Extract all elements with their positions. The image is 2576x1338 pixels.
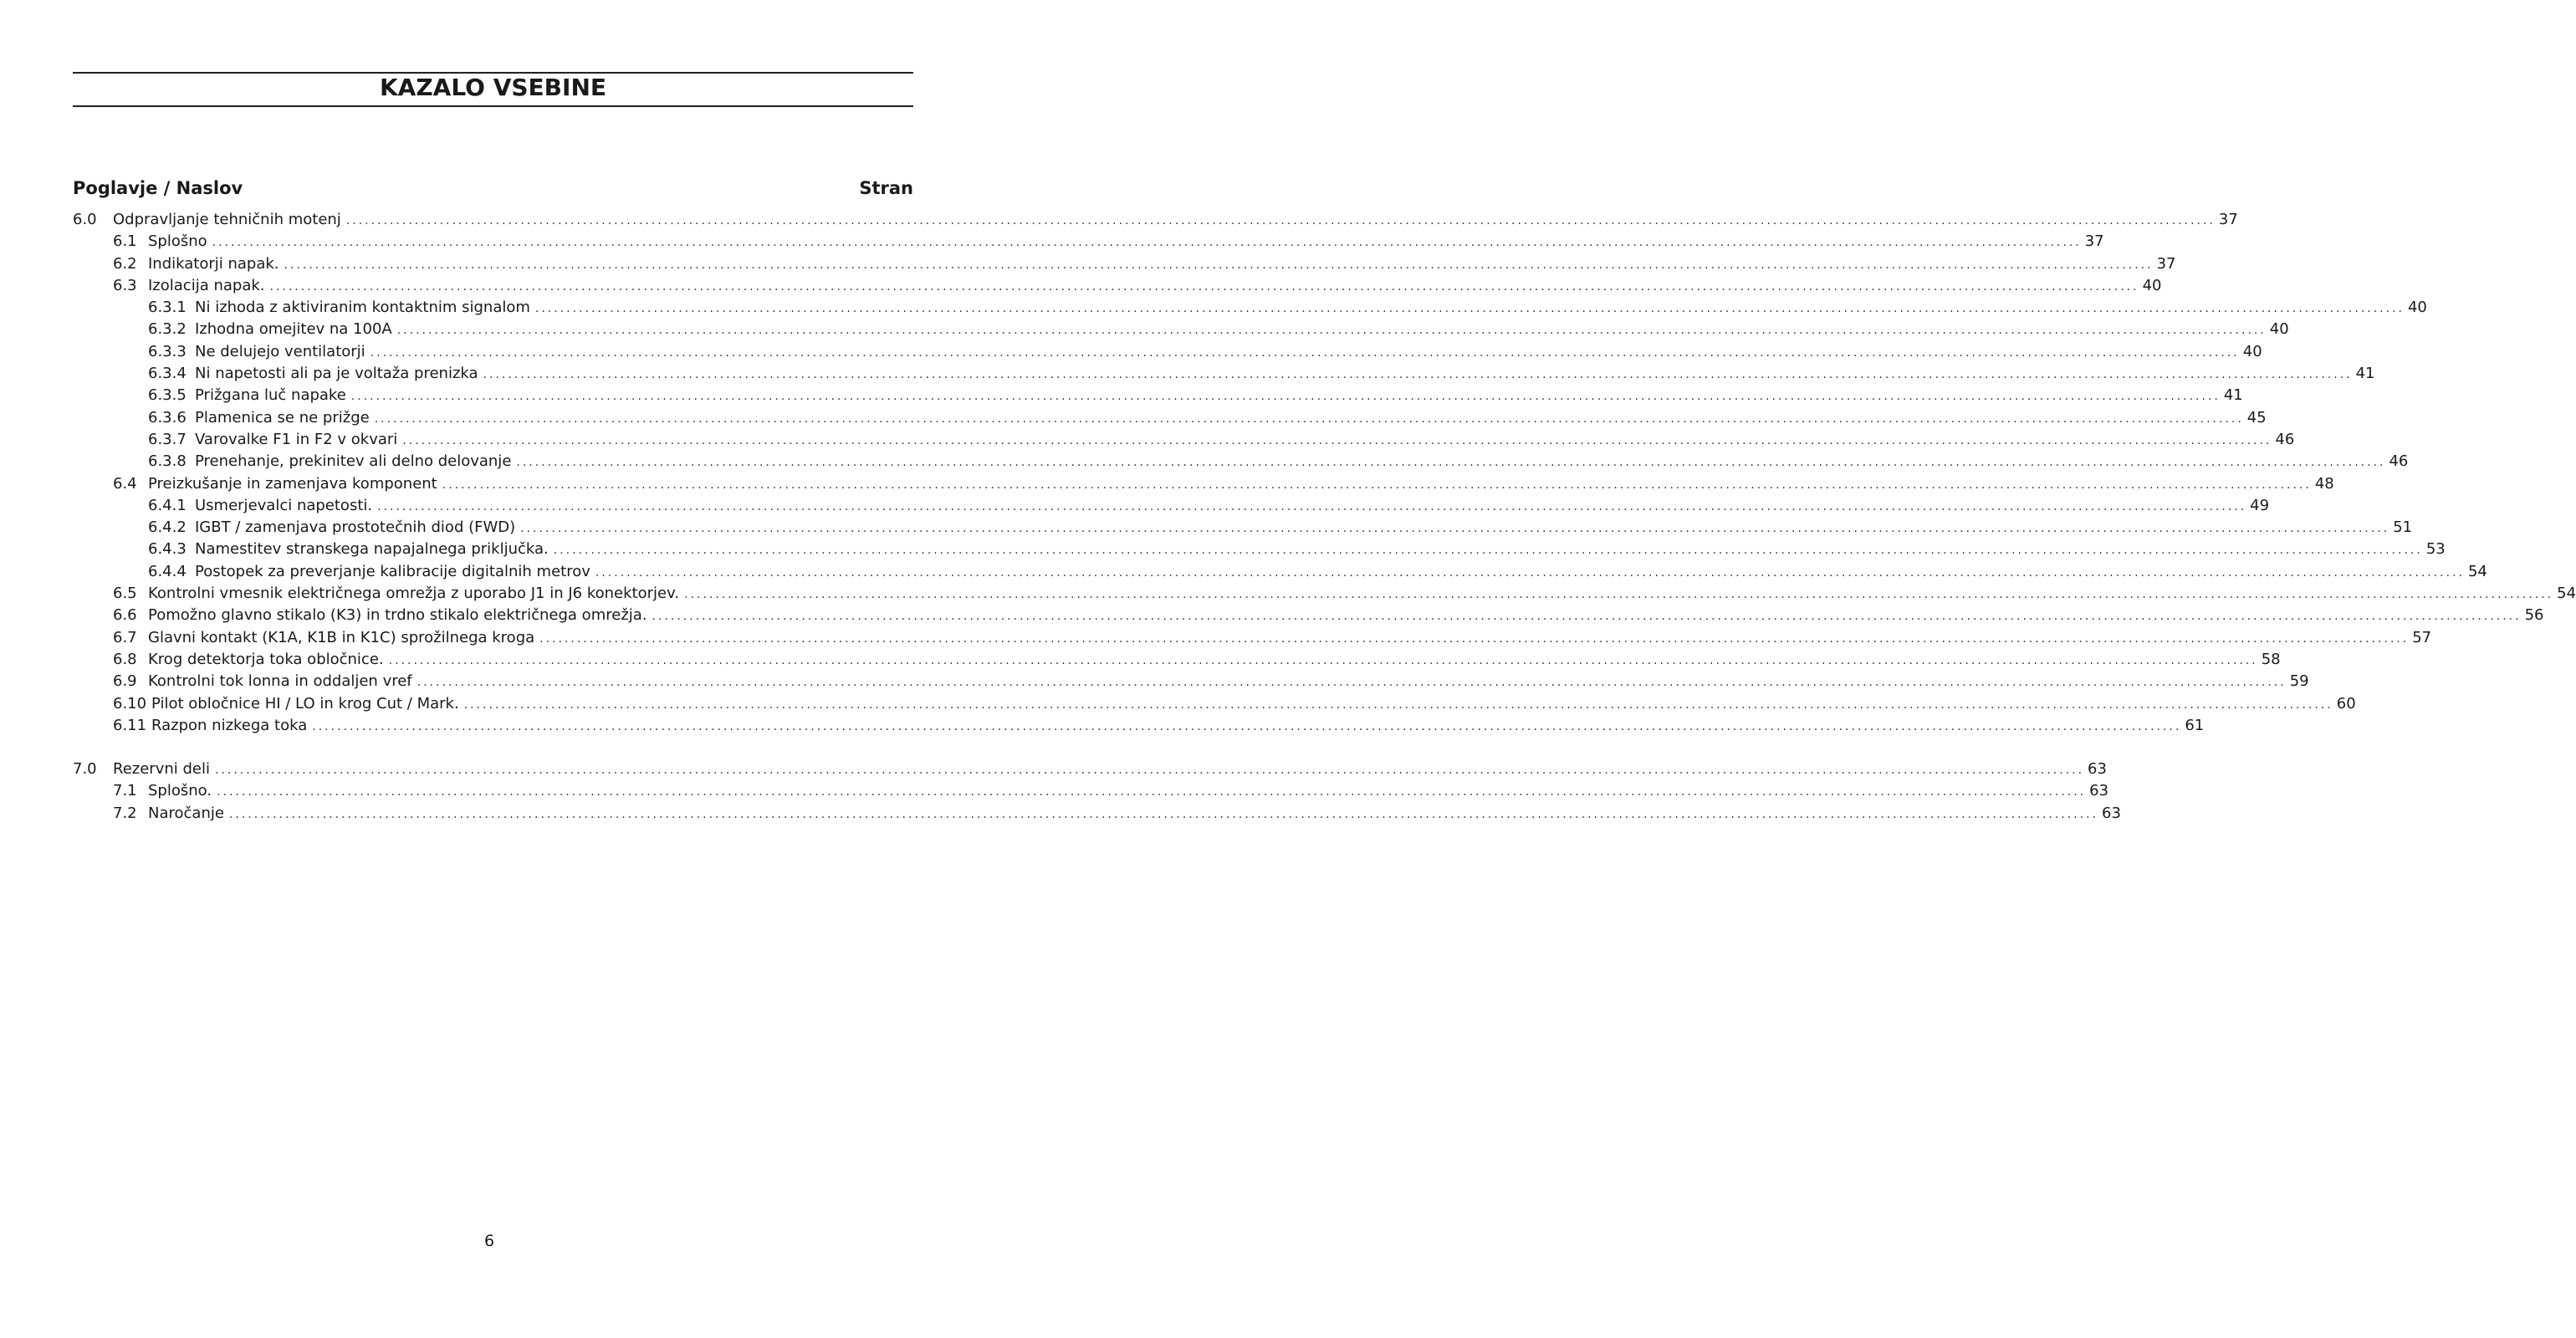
toc-entry-6-10[interactable] (73, 693, 2356, 715)
dot-leader: ............................................................................................................................................................................................................................................................................................................ (396, 324, 2267, 338)
dot-leader: ............................................................................................................................................................................................................................................................................................................ (374, 411, 2244, 426)
toc-number: 6.3.8 (148, 452, 187, 471)
toc-number: 6.2 (113, 254, 137, 273)
bottom-rule (73, 105, 913, 107)
toc-page: 57 (2412, 628, 2432, 646)
toc-number: 6.3.5 (148, 386, 187, 405)
toc-number: 6.8 (113, 650, 137, 668)
toc-label: Razpon nizkega toka (151, 716, 308, 734)
toc-label: IGBT / zamenjava prostotečnih diod (FWD) (195, 518, 516, 537)
dot-leader: ............................................................................................................................................................................................................................................................................................................ (228, 807, 2098, 821)
toc-entry-6-6[interactable] (73, 605, 2544, 626)
dot-leader: ............................................................................................................................................................................................................................................................................................................ (312, 719, 2182, 733)
toc-page: 59 (2289, 672, 2309, 691)
toc-page: 37 (2156, 254, 2176, 273)
toc-entry-6-4-2[interactable] (73, 517, 2413, 539)
toc-entry-6-3-3[interactable] (73, 341, 2262, 363)
toc-label: Splošno. (148, 782, 212, 800)
toc-page: 41 (2223, 386, 2243, 405)
toc-label: Namestitev stranskega napajalnega priključka. (195, 540, 549, 559)
page-number: 6 (483, 1232, 495, 1250)
toc-entry-6-5[interactable] (73, 583, 2576, 605)
toc-entry-6-3[interactable] (73, 275, 2162, 297)
dot-leader: ............................................................................................................................................................................................................................................................................................................ (214, 763, 2085, 778)
toc-entry-6-4-1[interactable] (73, 495, 2270, 517)
toc-label: Izolacija napak. (148, 276, 265, 294)
toc-page: 49 (2250, 496, 2270, 514)
toc-number: 6.3.2 (148, 320, 187, 339)
toc-number: 6.3.6 (148, 408, 187, 426)
toc-label: Usmerjevalci napetosti. (195, 496, 373, 514)
toc-page: 45 (2246, 408, 2267, 426)
toc-number: 6.10 (113, 694, 147, 712)
toc-entry-6-3-7[interactable] (73, 429, 2295, 451)
toc-label: Preizkušanje in zamenjava komponent (148, 474, 437, 493)
toc-entry-6-4-3[interactable] (73, 539, 2446, 560)
toc-page: 61 (2185, 716, 2205, 734)
dot-leader: ............................................................................................................................................................................................................................................................................................................ (463, 697, 2333, 712)
toc-label: Plamenica se ne prižge (195, 408, 370, 426)
toc-entry-6-3-6[interactable] (73, 407, 2267, 429)
dot-leader: ............................................................................................................................................................................................................................................................................................................ (684, 588, 2554, 602)
dot-leader: ............................................................................................................................................................................................................................................................................................................ (388, 653, 2258, 667)
toc-number: 6.3 (113, 276, 137, 294)
toc-number: 6.9 (113, 672, 137, 691)
toc-page: 63 (2089, 782, 2109, 800)
toc-entry-7-2[interactable] (73, 803, 2121, 825)
toc-label: Ne delujejo ventilatorji (195, 342, 365, 360)
dot-leader: ............................................................................................................................................................................................................................................................................................................ (483, 368, 2353, 382)
toc-entry-6-1[interactable] (73, 231, 2104, 253)
toc-number: 7.0 (73, 760, 97, 779)
dot-leader: ............................................................................................................................................................................................................................................................................................................ (520, 522, 2390, 536)
toc-number: 6.4.2 (148, 518, 187, 537)
toc-page: 41 (2355, 365, 2375, 383)
dot-leader: ............................................................................................................................................................................................................................................................................................................ (212, 236, 2082, 250)
toc-number: 6.7 (113, 628, 137, 646)
toc-page: 63 (2088, 760, 2107, 779)
dot-leader: ............................................................................................................................................................................................................................................................................................................ (539, 631, 2410, 646)
toc-number: 6.4.4 (148, 562, 187, 580)
toc-entry-6-3-1[interactable] (73, 297, 2427, 319)
toc-page: 37 (2084, 232, 2104, 251)
page-title: KAZALO VSEBINE (379, 74, 607, 101)
toc-label: Pilot obločnice HI / LO in krog Cut / Mark. (151, 694, 459, 712)
toc-entry-6-3-5[interactable] (73, 385, 2243, 406)
toc-entry-6-4[interactable] (73, 473, 2334, 495)
table-of-contents (73, 209, 2576, 825)
toc-number: 6.4.3 (148, 540, 187, 559)
toc-number: 6.11 (113, 716, 147, 734)
toc-label: Pomožno glavno stikalo (K3) in trdno stikalo električnega omrežja. (148, 606, 647, 625)
toc-number: 6.3.3 (148, 342, 187, 360)
toc-entry-6-7[interactable] (73, 627, 2432, 649)
toc-entry-6-4-4[interactable] (73, 561, 2487, 583)
dot-leader: ............................................................................................................................................................................................................................................................................................................ (417, 676, 2287, 690)
toc-entry-6-11[interactable] (73, 715, 2205, 737)
toc-entry-6-2[interactable] (73, 253, 2176, 275)
dot-leader: ............................................................................................................................................................................................................................................................................................................ (516, 456, 2386, 470)
toc-label: Rezervni deli (113, 760, 210, 779)
dot-leader: ............................................................................................................................................................................................................................................................................................................ (442, 477, 2312, 492)
toc-page: 48 (2314, 474, 2334, 493)
toc-number: 6.4 (113, 474, 137, 493)
toc-page: 54 (2557, 585, 2576, 603)
toc-entry-6-9[interactable] (73, 671, 2309, 692)
column-header-chapter: Poglavje / Naslov (73, 178, 243, 198)
toc-label: Ni izhoda z aktiviranim kontaktnim signalom (195, 299, 530, 317)
toc-page: 63 (2102, 804, 2121, 822)
toc-page: 40 (2407, 299, 2427, 317)
toc-number: 6.3.4 (148, 365, 187, 383)
dot-leader: ............................................................................................................................................................................................................................................................................................................ (350, 390, 2221, 404)
toc-number: 7.1 (113, 782, 137, 800)
toc-number: 6.3.1 (148, 299, 187, 317)
toc-entry-6-3-2[interactable] (73, 319, 2289, 340)
toc-page: 54 (2467, 562, 2487, 580)
dot-leader: ............................................................................................................................................................................................................................................................................................................ (217, 785, 2087, 799)
toc-label: Indikatorji napak. (148, 254, 279, 273)
toc-entry-6-0[interactable] (73, 209, 2238, 231)
dot-leader: ............................................................................................................................................................................................................................................................................................................ (402, 433, 2272, 447)
column-header-page: Stran (859, 178, 913, 198)
toc-page: 51 (2393, 518, 2413, 537)
toc-page: 37 (2218, 211, 2238, 228)
toc-page: 40 (2142, 276, 2162, 294)
toc-label: Postopek za preverjanje kalibracije digitalnih metrov (195, 562, 590, 580)
dot-leader: ............................................................................................................................................................................................................................................................................................................ (370, 345, 2240, 360)
toc-label: Krog detektorja toka obločnice. (148, 650, 384, 668)
toc-label: Naročanje (148, 804, 224, 822)
section-spacer (73, 737, 913, 758)
toc-page: 56 (2524, 606, 2544, 625)
toc-label: Splošno (148, 232, 207, 251)
dot-leader: ............................................................................................................................................................................................................................................................................................................ (377, 499, 2247, 513)
toc-entry-6-3-8[interactable] (73, 451, 2409, 472)
toc-number: 6.1 (113, 232, 137, 251)
toc-page: 60 (2336, 694, 2356, 712)
dot-leader: ............................................................................................................................................................................................................................................................................................................ (269, 279, 2139, 294)
dot-leader: ............................................................................................................................................................................................................................................................................................................ (553, 544, 2423, 558)
toc-label: Odpravljanje tehničnih motenj (113, 211, 341, 228)
toc-number: 6.5 (113, 585, 137, 603)
dot-leader: ............................................................................................................................................................................................................................................................................................................ (595, 565, 2465, 580)
dot-leader: ............................................................................................................................................................................................................................................................................................................ (534, 302, 2405, 316)
toc-page: 40 (2269, 320, 2289, 339)
dot-leader: ............................................................................................................................................................................................................................................................................................................ (284, 258, 2154, 272)
dot-leader: ............................................................................................................................................................................................................................................................................................................ (345, 214, 2216, 227)
toc-entry-7-1[interactable] (73, 780, 2109, 802)
toc-entry-6-8[interactable] (73, 649, 2281, 671)
toc-number: 7.2 (113, 804, 137, 822)
toc-label: Varovalke F1 in F2 v okvari (195, 430, 398, 448)
toc-number: 6.0 (73, 211, 97, 228)
toc-page: 58 (2261, 650, 2281, 668)
toc-page: 46 (2275, 430, 2295, 448)
toc-number: 6.3.7 (148, 430, 187, 448)
toc-page: 46 (2389, 452, 2409, 471)
toc-label: Izhodna omejitev na 100A (195, 320, 392, 339)
toc-page: 53 (2425, 540, 2446, 559)
toc-label: Ni napetosti ali pa je voltaža prenizka (195, 365, 478, 383)
toc-number: 6.4.1 (148, 496, 187, 514)
toc-label: Kontrolni tok lonna in oddaljen vref (148, 672, 412, 691)
toc-label: Prenehanje, prekinitev ali delno delovanje (195, 452, 512, 471)
toc-entry-7-0[interactable] (73, 758, 2107, 780)
toc-entry-6-3-4[interactable] (73, 363, 2375, 385)
toc-label: Glavni kontakt (K1A, K1B in K1C) sprožilnega kroga (148, 628, 535, 646)
dot-leader: ............................................................................................................................................................................................................................................................................................................ (652, 610, 2522, 624)
toc-label: Prižgana luč napake (195, 386, 346, 405)
toc-number: 6.6 (113, 606, 137, 625)
toc-page: 40 (2242, 342, 2262, 360)
toc-label: Kontrolni vmesnik električnega omrežja z uporabo J1 in J6 konektorjev. (148, 585, 680, 603)
